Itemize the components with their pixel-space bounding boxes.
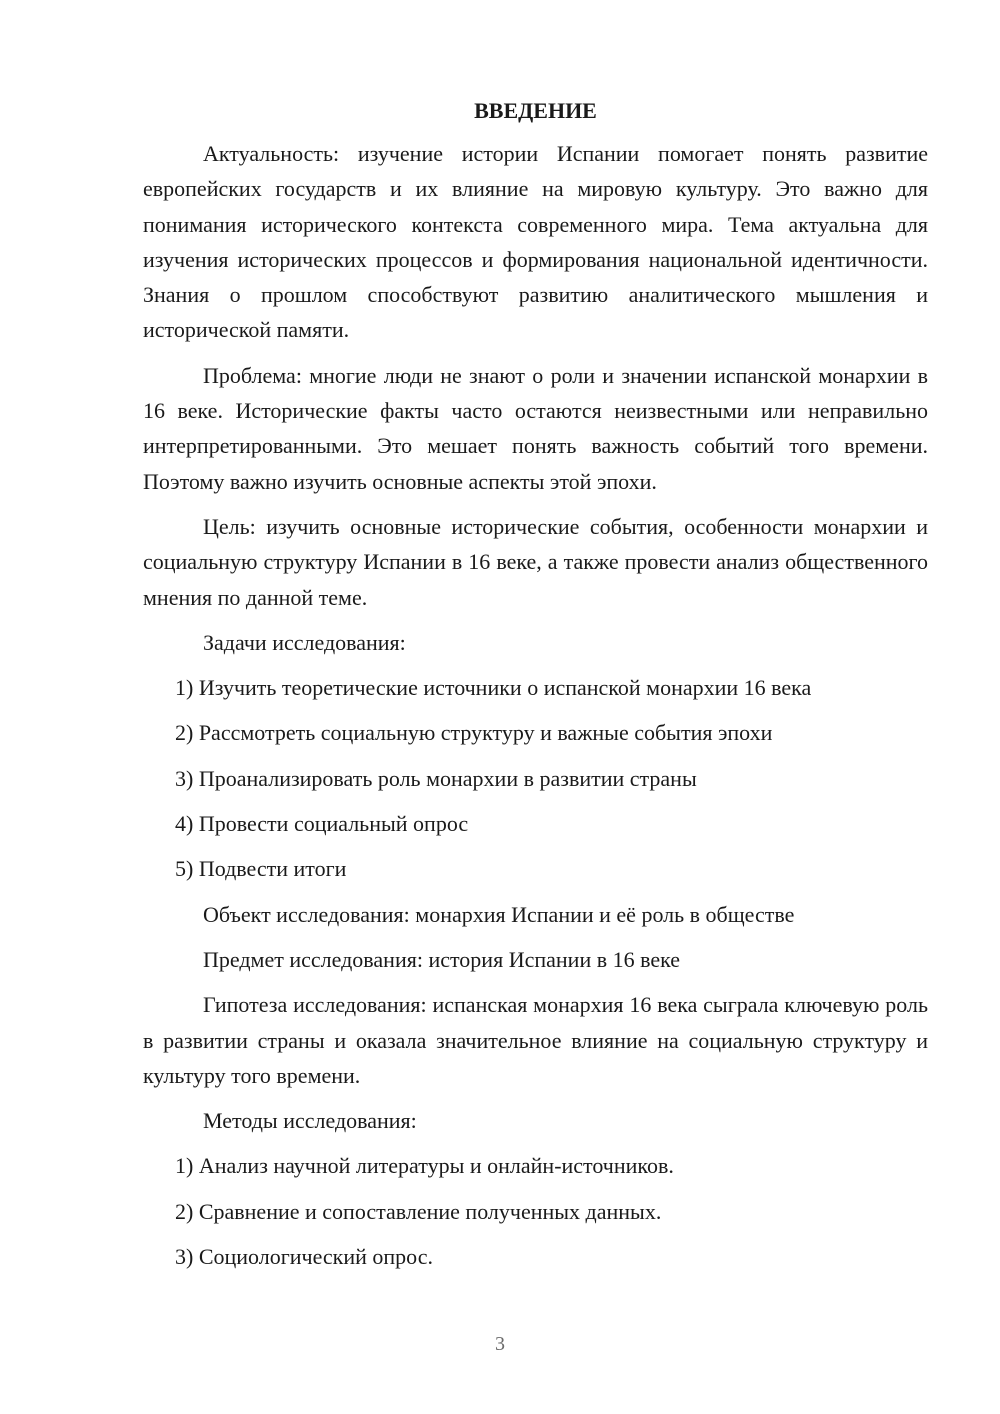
method-item: 1) Анализ научной литературы и онлайн-источников. [175,1153,674,1179]
paragraph-goal: Цель: изучить основные исторические события, особенности монархии и социальную структуру Испании в 16 веке, а также провести анализ общественного мнения по данной теме. [143,513,928,610]
page-number: 3 [495,1333,505,1355]
task-item: 5) Подвести итоги [175,856,347,882]
research-object: Объект исследования: монархия Испании и её роль в обществе [203,901,795,927]
tasks-heading: Задачи исследования: [203,629,406,655]
paragraph-hypothesis: Гипотеза исследования: испанская монархия 16 века сыграла ключевую роль в развитии страны и оказала значительное влияние на социальную структуру и культуру того времени. [143,992,928,1088]
research-subject: Предмет исследования: история Испании в 16 веке [203,946,681,972]
task-item: 1) Изучить теоретические источники о испанской монархии 16 века [175,675,812,701]
paragraph-problem: Проблема: многие люди не знают о роли и значении испанской монархии в 16 веке. Исторические факты часто остаются неизвестными или неправильно интерпретированными. Это мешает понять важность событий того времени. Поэтому важно изучить основные аспекты этой эпохи. [143,362,928,494]
task-item: 3) Проанализировать роль монархии в развитии страны [175,765,697,791]
task-item: 2) Рассмотреть социальную структуру и важные события эпохи [175,720,773,746]
method-item: 3) Социологический опрос. [175,1244,433,1270]
task-item: 4) Провести социальный опрос [175,811,469,837]
document-body [143,93,928,1284]
document-title: ВВЕДЕНИЕ [474,98,597,123]
methods-heading: Методы исследования: [203,1108,417,1134]
method-item: 2) Сравнение и сопоставление полученных данных. [175,1198,662,1224]
paragraph-relevance: Актуальность: изучение истории Испании помогает понять развитие европейских государств и их влияние на мировую культуру. Это важно для понимания исторического контекста современного мира. Тема актуальна для изучения исторических процессов и формирования национальной идентичности. Знания о прошлом способствуют развитию аналитического мышления и исторической памяти. [143,141,928,343]
